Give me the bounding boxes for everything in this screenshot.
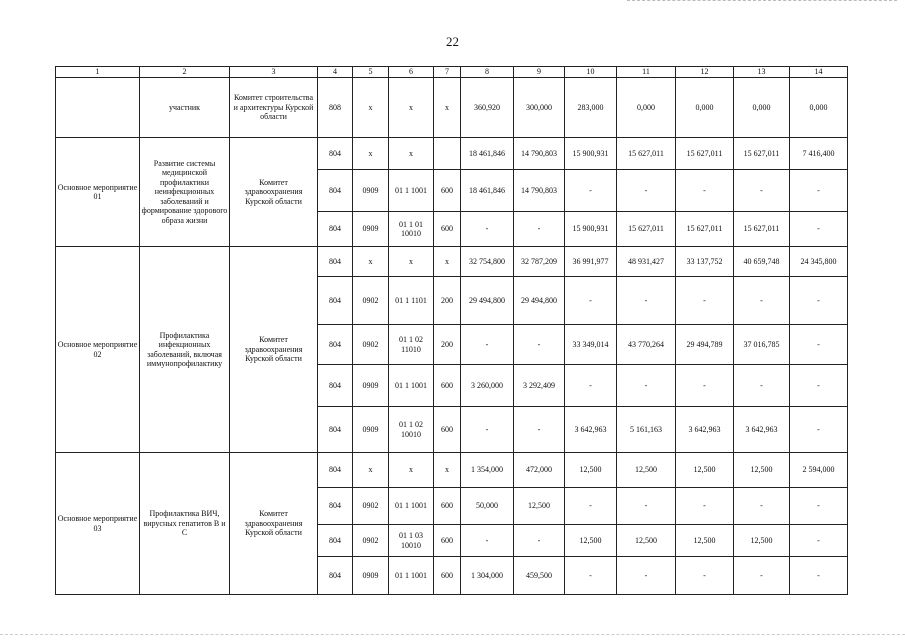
table-cell: - [734,277,790,325]
table-cell: - [790,488,848,525]
table-cell: 2 594,000 [790,453,848,488]
table-cell: 12,500 [734,525,790,557]
table-cell: 15 900,931 [565,138,617,170]
table-cell: - [734,488,790,525]
executor-cell: Комитет здравоохранения Курской области [230,453,318,595]
table-cell: 18 461,846 [461,170,514,212]
column-header: 3 [230,67,318,78]
table-cell: 804 [318,170,353,212]
measure-status-cell: Основное мероприятие 02 [56,247,140,453]
measure-status-cell: Основное мероприятие 01 [56,138,140,247]
table-cell: x [389,453,434,488]
table-cell: 300,000 [514,78,565,138]
table-cell: - [514,525,565,557]
table-cell: 12,500 [617,525,676,557]
table-cell: 3 642,963 [734,407,790,453]
table-cell: 40 659,748 [734,247,790,277]
table-cell: - [676,488,734,525]
table-cell: 804 [318,525,353,557]
table-cell: - [617,365,676,407]
table-cell: - [514,212,565,247]
table-cell: 01 1 1001 [389,365,434,407]
table-cell: 600 [434,407,461,453]
table-cell: 600 [434,212,461,247]
table-cell: 459,500 [514,557,565,595]
table-cell: - [617,277,676,325]
table-cell: - [790,170,848,212]
table-cell: x [434,247,461,277]
table-cell: 15 627,011 [617,138,676,170]
column-header: 9 [514,67,565,78]
table-cell: - [676,365,734,407]
table-cell: 3 292,409 [514,365,565,407]
table-cell: 472,000 [514,453,565,488]
table-cell: - [676,170,734,212]
executor-cell: Комитет здравоохранения Курской области [230,247,318,453]
table-cell: 12,500 [734,453,790,488]
table-cell: 0902 [353,488,389,525]
table-cell: 0909 [353,557,389,595]
table-cell: x [434,453,461,488]
table-row [56,453,848,488]
column-header: 11 [617,67,676,78]
table-cell: 3 642,963 [565,407,617,453]
table-cell: 0,000 [676,78,734,138]
table-cell: - [461,212,514,247]
column-header: 14 [790,67,848,78]
column-header: 12 [676,67,734,78]
table-cell: 33 349,014 [565,325,617,365]
table-cell: - [461,407,514,453]
measure-name-cell: Профилактика инфекционных заболеваний, включая иммунопрофилактику [140,247,230,453]
table-cell: 804 [318,212,353,247]
table-cell: 804 [318,277,353,325]
table-cell: 15 627,011 [676,212,734,247]
table-cell: 283,000 [565,78,617,138]
column-header: 6 [389,67,434,78]
table-cell: 18 461,846 [461,138,514,170]
table-cell: - [676,557,734,595]
table-cell: 0909 [353,170,389,212]
measure-name-cell: Профилактика ВИЧ, вирусных гепатитов В и С [140,453,230,595]
table-cell: - [565,170,617,212]
table-cell: x [353,78,389,138]
table-cell: 0,000 [734,78,790,138]
table-cell: - [617,557,676,595]
executor-cell: Комитет здравоохранения Курской области [230,138,318,247]
table-cell: 36 991,977 [565,247,617,277]
column-header: 2 [140,67,230,78]
table-cell [434,138,461,170]
column-header: 10 [565,67,617,78]
table-cell: 32 787,209 [514,247,565,277]
table-cell: 15 900,931 [565,212,617,247]
table-cell: 15 627,011 [734,212,790,247]
table-cell: 200 [434,325,461,365]
table-cell: 1 354,000 [461,453,514,488]
table-cell: x [353,453,389,488]
table-cell: 0909 [353,407,389,453]
page-number: 22 [446,34,459,49]
table-cell: - [565,488,617,525]
column-header-row [56,67,848,78]
table-cell: 15 627,011 [734,138,790,170]
column-header: 8 [461,67,514,78]
table-cell: - [790,212,848,247]
table-cell: 50,000 [461,488,514,525]
scan-artifact-top [627,0,897,4]
table-cell: 804 [318,138,353,170]
column-header: 4 [318,67,353,78]
table-cell: 01 1 1001 [389,488,434,525]
table-cell: 804 [318,453,353,488]
table-cell: 12,500 [676,525,734,557]
table-cell: x [389,78,434,138]
table-cell: 0902 [353,325,389,365]
table-cell: x [389,138,434,170]
table-cell: 15 627,011 [617,212,676,247]
table-cell: - [676,277,734,325]
table-cell: - [617,170,676,212]
table-cell: - [565,365,617,407]
table-cell: 600 [434,170,461,212]
table-cell: 43 770,264 [617,325,676,365]
table-cell: - [734,557,790,595]
table-cell: - [790,365,848,407]
table-cell: 600 [434,557,461,595]
budget-table [55,66,848,595]
table-cell: 15 627,011 [676,138,734,170]
table-cell: x [389,247,434,277]
table-cell: 3 260,000 [461,365,514,407]
table-cell: 01 1 02 10010 [389,407,434,453]
table-cell: 01 1 1001 [389,557,434,595]
table-cell: 37 016,785 [734,325,790,365]
table-cell: 29 494,800 [514,277,565,325]
table-cell: 3 642,963 [676,407,734,453]
table-cell: 12,500 [514,488,565,525]
table-cell: 0,000 [617,78,676,138]
table-cell: 1 304,000 [461,557,514,595]
table-cell: 0,000 [790,78,848,138]
table-cell: 804 [318,488,353,525]
scan-artifact-bottom [0,634,905,638]
table-cell: 804 [318,365,353,407]
table-cell: 600 [434,525,461,557]
table-cell: 804 [318,247,353,277]
table-cell: 48 931,427 [617,247,676,277]
table-cell: 200 [434,277,461,325]
table-cell: - [514,325,565,365]
table-cell: - [790,277,848,325]
table-cell: 360,920 [461,78,514,138]
table-cell: 804 [318,557,353,595]
table-cell: 808 [318,78,353,138]
table-cell: - [734,170,790,212]
table-cell: 01 1 03 10010 [389,525,434,557]
table-cell: 12,500 [565,525,617,557]
table-cell: 600 [434,365,461,407]
table-cell: - [734,365,790,407]
table-cell: 12,500 [676,453,734,488]
table-cell: 0902 [353,277,389,325]
column-header: 1 [56,67,140,78]
table-cell: 24 345,800 [790,247,848,277]
participant-row [56,78,848,138]
table-cell: - [514,407,565,453]
table-cell: 01 1 1001 [389,170,434,212]
table-cell: 12,500 [565,453,617,488]
executor-cell: Комитет строительства и архитектуры Курской области [230,78,318,138]
table-row [56,247,848,277]
table-cell: - [461,325,514,365]
column-header: 7 [434,67,461,78]
table-cell: 01 1 1101 [389,277,434,325]
measure-status-cell: Основное мероприятие 03 [56,453,140,595]
table-cell: 600 [434,488,461,525]
table-cell: 33 137,752 [676,247,734,277]
table-row [56,138,848,170]
table-cell: 29 494,789 [676,325,734,365]
column-header: 5 [353,67,389,78]
table-cell: 804 [318,407,353,453]
table-cell: 0902 [353,525,389,557]
table-cell: x [434,78,461,138]
table-cell: x [353,138,389,170]
table-cell: - [790,407,848,453]
table-cell: - [617,488,676,525]
table-cell: 01 1 02 11010 [389,325,434,365]
table-cell: 29 494,800 [461,277,514,325]
table-cell: 32 754,800 [461,247,514,277]
table-cell: - [790,325,848,365]
table-cell: 0909 [353,212,389,247]
table-cell: 14 790,803 [514,138,565,170]
table-cell: - [790,557,848,595]
table-cell: x [353,247,389,277]
table-cell: 804 [318,325,353,365]
table-cell: 01 1 01 10010 [389,212,434,247]
budget-table-body [56,67,848,595]
table-cell: - [565,557,617,595]
table-cell: 12,500 [617,453,676,488]
table-cell: 14 790,803 [514,170,565,212]
table-cell: 5 161,163 [617,407,676,453]
table-cell: - [461,525,514,557]
participant-role: участник [140,78,230,138]
table-cell: - [565,277,617,325]
column-header: 13 [734,67,790,78]
measure-name-cell: Развитие системы медицинской профилактики неинфекционных заболеваний и формирование здорового образа жизни [140,138,230,247]
table-cell: 0909 [353,365,389,407]
status-cell [56,78,140,138]
table-cell: 7 416,400 [790,138,848,170]
table-cell: - [790,525,848,557]
